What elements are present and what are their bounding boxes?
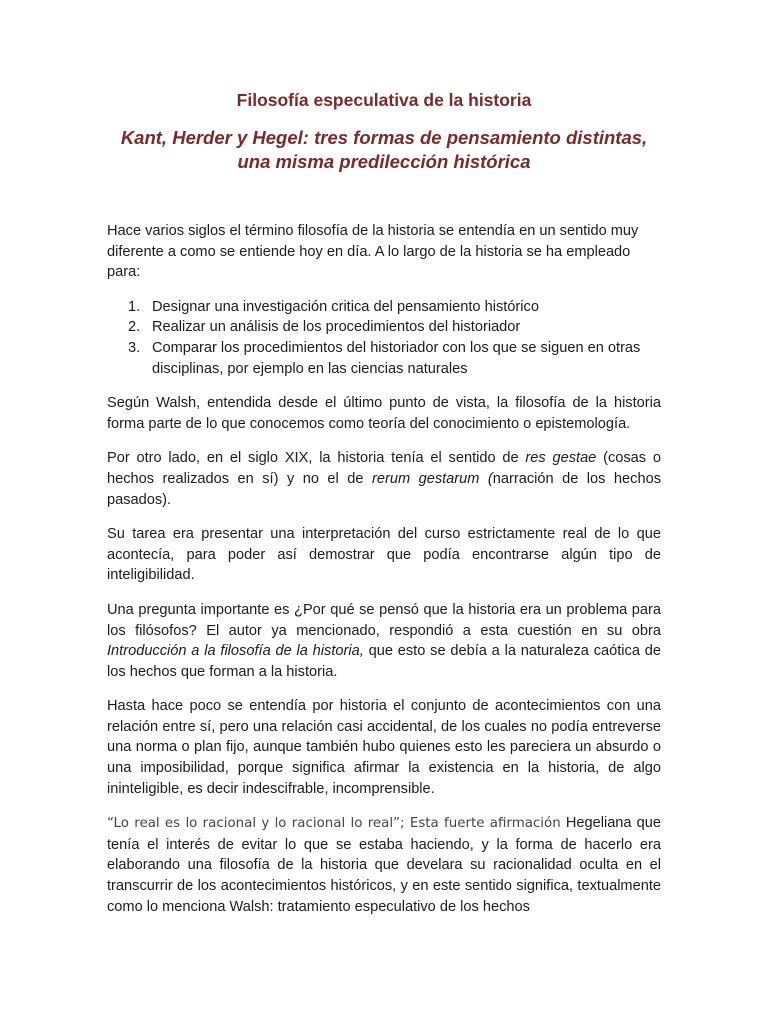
list-item-number: 1. xyxy=(128,298,141,315)
tarea-paragraph: Su tarea era presentar una interpretación del curso estrictamente real de lo que acontecía, para poder así demostrar que podía encontrarse algún tipo de inteligibilidad. xyxy=(107,526,661,584)
siglo-xix-paragraph xyxy=(107,448,661,510)
res-gestae-term: res gestae xyxy=(525,450,597,467)
numbered-list xyxy=(107,297,661,379)
list-item-text: Realizar un análisis de los procedimientos del historiador xyxy=(152,319,521,336)
siglo-xix-text-a: Por otro lado, en el siglo XIX, la historia tenía el sentido de xyxy=(107,450,526,467)
hegel-quote-rest: Hegeliana que tenía el interés de evitar lo que se estaba haciendo, y la forma de hacerlo era elaborando una filosofía de la historia que develara su racionalidad oculta en el transcurrir de los acontecimientos históricos, y en este sentido significa, textualmente como lo menciona Walsh: tratamiento especulativo de los hechos xyxy=(107,815,661,915)
hasta-paragraph: Hasta hace poco se entendía por historia el conjunto de acontecimientos con una relación entre sí, pero una relación casi accidental, de los cuales no podía entreverse una norma o plan fijo, aunque también hubo quienes esto les pareciera un absurdo o una imposibilidad, porque significa afirmar la existencia en la historia, de algo ininteligible, es decir indescifrable, incomprensible. xyxy=(107,698,661,797)
list-item-number: 2. xyxy=(128,319,141,336)
document-subtitle: Kant, Herder y Hegel: tres formas de pensamiento distintas, una misma predilección histórica xyxy=(120,127,648,172)
rerum-gestarum-term: rerum gestarum ( xyxy=(372,470,493,487)
book-title: Introducción a la filosofía de la historia, xyxy=(107,643,364,660)
intro-paragraph: Hace varios siglos el término filosofía de la historia se entendía en un sentido muy diferente a como se entiende hoy en día. A lo largo de la historia se ha empleado para: xyxy=(107,223,639,281)
document-title: Filosofía especulativa de la historia xyxy=(236,90,532,110)
walsh-paragraph: Según Walsh, entendida desde el último punto de vista, la filosofía de la historia forma parte de lo que conocemos como teoría del conocimiento o epistemología. xyxy=(107,395,661,432)
document-body xyxy=(107,221,661,931)
pregunta-text-c: que esto se debía a la naturaleza caótica de los hechos que forman a la historia. xyxy=(107,643,661,680)
hegel-quote: “Lo real es lo racional y lo racional lo real”; Esta fuerte afirmación xyxy=(107,816,561,832)
siglo-xix-text-c: (cosas o hechos realizados en sí) y no el de xyxy=(107,450,661,487)
siglo-xix-text-e: narración de los hechos pasados). xyxy=(107,470,661,508)
list-item xyxy=(107,338,661,379)
list-item xyxy=(107,317,661,338)
list-item-text: Comparar los procedimientos del historiador con los que se siguen en otras disciplinas, por ejemplo en las ciencias naturales xyxy=(152,339,641,377)
list-item-number: 3. xyxy=(128,339,141,356)
list-item xyxy=(107,297,661,318)
list-item-text: Designar una investigación critica del pensamiento histórico xyxy=(152,298,539,315)
hegel-quote-paragraph xyxy=(107,813,661,917)
pregunta-text-a: Una pregunta importante es ¿Por qué se pensó que la historia era un problema para los filósofos? El autor ya mencionado, respondió a esta cuestión en su obra xyxy=(107,601,661,639)
pregunta-paragraph xyxy=(107,600,661,682)
